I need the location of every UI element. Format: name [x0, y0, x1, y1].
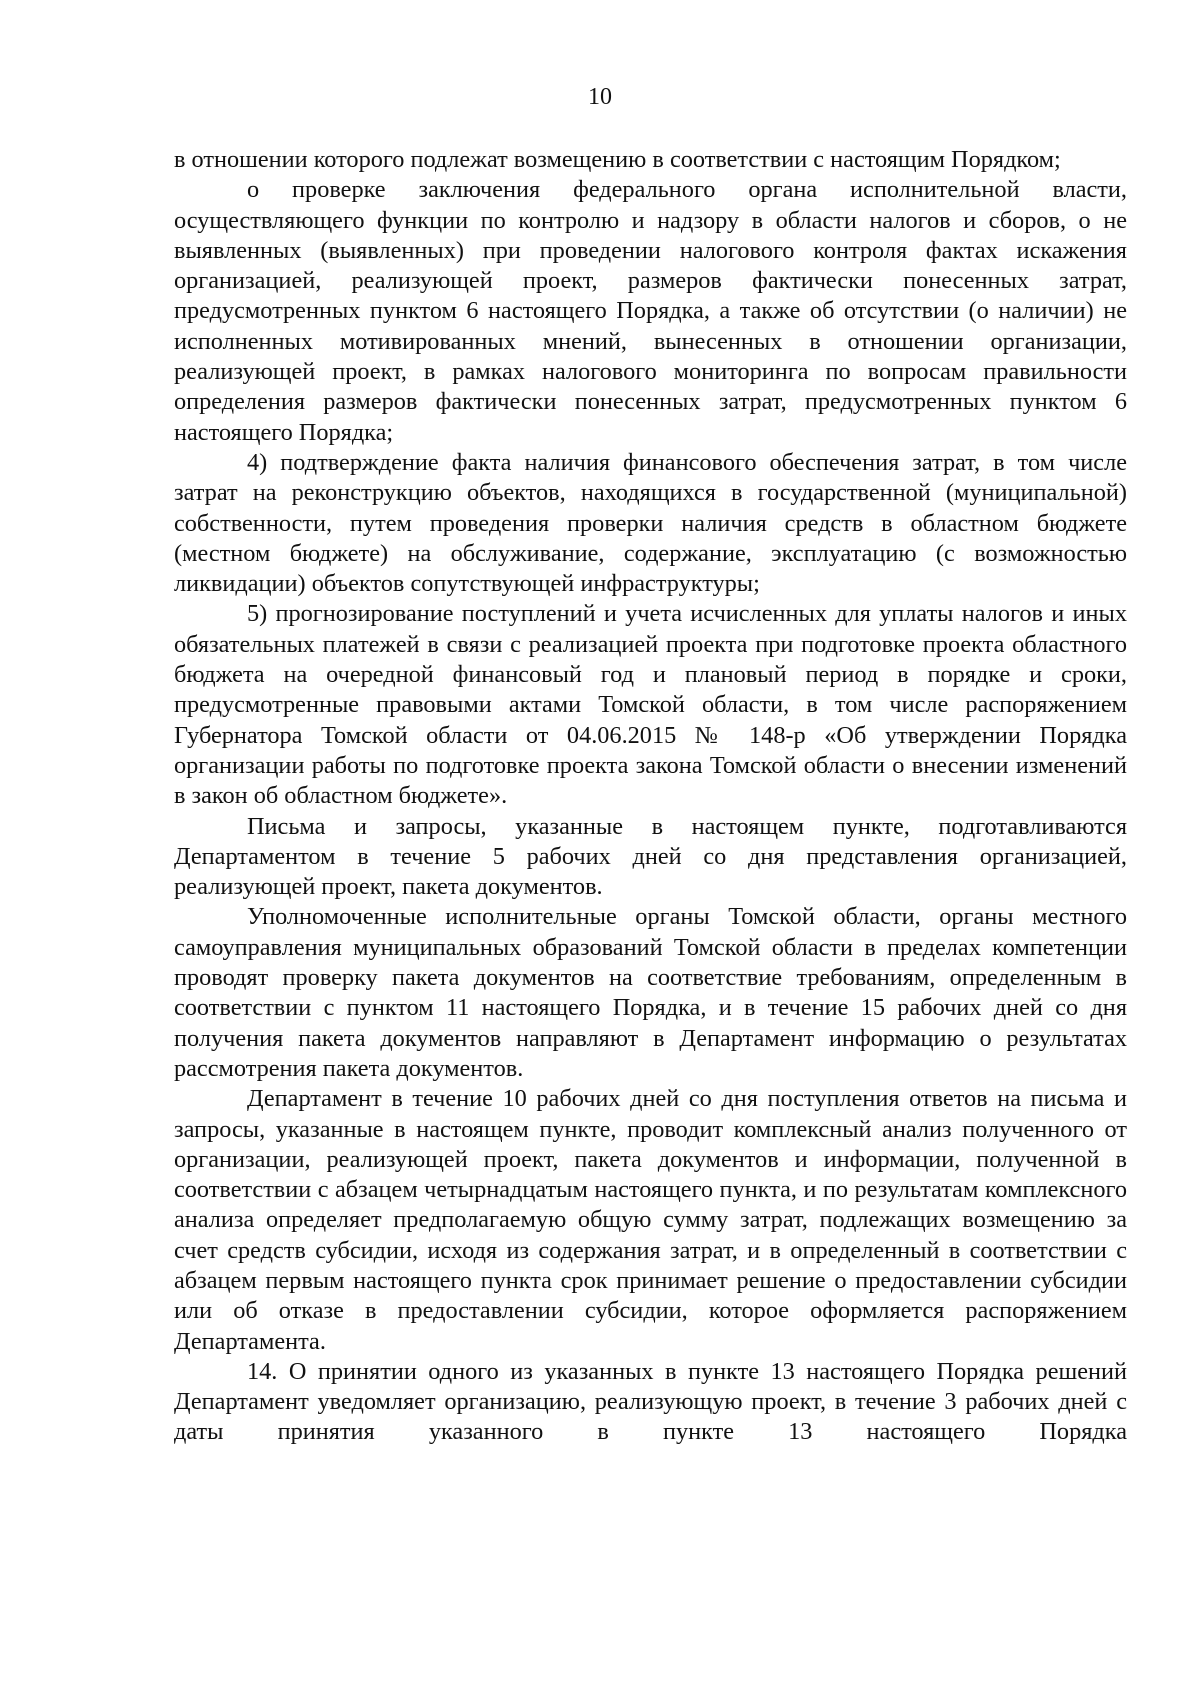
- paragraph-item-14: 14. О принятии одного из указанных в пункте 13 настоящего Порядка решений Департамент уведомляет организацию, реализующую проект, в течение 3 рабочих дней с даты принятия указанного в пункте 13 настоящего Порядка: [174, 1357, 1127, 1446]
- paragraph-department-analysis: Департамент в течение 10 рабочих дней со дня поступления ответов на письма и запросы, указанные в настоящем пункте, проводит комплексный анализ полученного от организации, реализующей проект, пакета документов и информации, полученной в соответствии с абзацем четырнадцатым настоящего пункта, и по результатам комплексного анализа определяет предполагаемую общую сумму затрат, подлежащих возмещению за счет средств субсидии, исходя из содержания затрат, и в определенный в соответствии с абзацем первым настоящего пункта срок принимает решение о предоставлении субсидии или об отказе в предоставлении субсидии, которое оформляется распоряжением Департамента.: [174, 1085, 1127, 1355]
- paragraph-item-5: 5) прогнозирование поступлений и учета исчисленных для уплаты налогов и иных обязательных платежей в связи с реализацией проекта при подготовке проекта областного бюджета на очередной финансовый год и плановый период в порядке и сроки, предусмотренные правовыми актами Томской области, в том числе распоряжением Губернатора Томской области от 04.06.2015 № 148-р «Об утверждении Порядка организации работы по подготовке проекта закона Томской области о внесении изменений в закон об областном бюджете».: [174, 600, 1127, 810]
- paragraph-authorized-bodies: Уполномоченные исполнительные органы Томской области, органы местного самоуправления муниципальных образований Томской области в пределах компетенции проводят проверку пакета документов на соответствие требованиям, определенным в соответствии с пунктом 11 настоящего Порядка, и в течение 15 рабочих дней со дня получения пакета документов направляют в Департамент информацию о результатах рассмотрения пакета документов.: [174, 903, 1127, 1082]
- paragraph-tax-check: о проверке заключения федерального органа исполнительной власти, осуществляющего функции по контролю и надзору в области налогов и сборов, о не выявленных (выявленных) при проведении налогового контроля фактах искажения организацией, реализующей проект, размеров фактически понесенных затрат, предусмотренных пунктом 6 настоящего Порядка, а также об отсутствии (о наличии) не исполненных мотивированных мнений, вынесенных в отношении организации, реализующей проект, в рамках налогового мониторинга по вопросам правильности определения размеров фактически понесенных затрат, предусмотренных пунктом 6 настоящего Порядка;: [174, 176, 1127, 446]
- paragraph-letters-requests: Письма и запросы, указанные в настоящем пункте, подготавливаются Департаментом в течение 5 рабочих дней со дня представления организацией, реализующей проект, пакета документов.: [174, 812, 1127, 901]
- document-body: [174, 145, 1127, 1448]
- paragraph-continuation: в отношении которого подлежат возмещению в соответствии с настоящим Порядком;: [174, 146, 1061, 173]
- paragraph-item-4: 4) подтверждение факта наличия финансового обеспечения затрат, в том числе затрат на реконструкцию объектов, находящихся в государственной (муниципальной) собственности, путем проведения проверки наличия средств в областном бюджете (местном бюджете) на обслуживание, содержание, эксплуатацию (с возможностью ликвидации) объектов сопутствующей инфраструктуры;: [174, 448, 1127, 598]
- page-number: 10: [588, 84, 612, 110]
